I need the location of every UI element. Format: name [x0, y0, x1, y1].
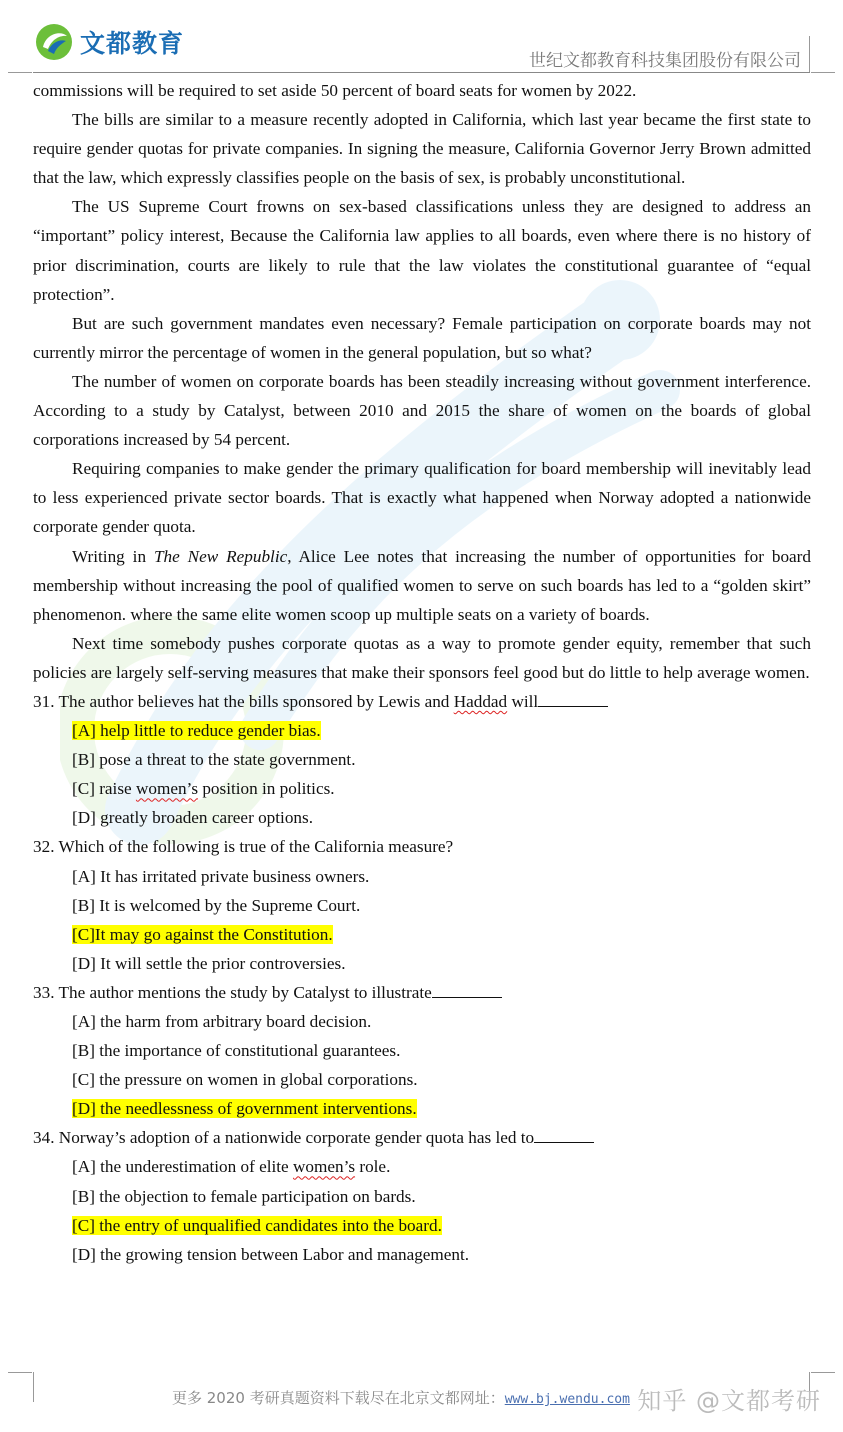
question-option: [B] pose a threat to the state government.: [72, 750, 356, 770]
question-option: [C] raise women’s position in politics.: [72, 779, 335, 799]
question-option: [C] the pressure on women in global corporations.: [72, 1070, 418, 1090]
question-option: [B] the objection to female participation on bards.: [72, 1186, 416, 1206]
question-option: [33, 716, 811, 745]
crop-mark: [811, 72, 835, 73]
question-stem: 32. Which of the following is true of the California measure?: [33, 837, 454, 857]
footer-text: 更多 2020 考研真题资料下载尽在北京文都网址：: [172, 1389, 505, 1407]
question-option: [33, 920, 811, 949]
passage-paragraph: Requiring companies to make gender the primary qualification for board membership will inevitably lead to less experienced private sector boards. That is exactly what happened when Norway adopted a nationwide corporate gender quota.: [33, 459, 811, 537]
spellcheck-word: women’s: [292, 1157, 356, 1177]
question-option: [B] It is welcomed by the Supreme Court.: [72, 895, 361, 915]
exam-content: [33, 76, 811, 1269]
correct-answer-highlight: [C]It may go against the Constitution.: [72, 924, 333, 944]
paragraph-text: Writing in: [72, 546, 154, 566]
crop-mark: [811, 1372, 835, 1373]
stem-text: 34. Norway’s adoption of a nationwide corporate gender quota has led to: [33, 1128, 535, 1148]
spellcheck-word: women’s: [135, 779, 199, 799]
question-option: [A] the underestimation of elite women’s role.: [72, 1157, 391, 1177]
crop-mark: [8, 72, 32, 73]
question-option: [A] the harm from arbitrary board decision.: [72, 1012, 372, 1031]
passage-paragraph: But are such government mandates even necessary? Female participation on corporate boards may not currently mirror the percentage of women in the general population, but so what?: [33, 313, 811, 362]
question-option: [33, 1211, 811, 1240]
company-name: 世纪文都教育科技集团股份有限公司: [529, 51, 801, 71]
passage-paragraph: commissions will be required to set aside 50 percent of board seats for women by 2022.: [33, 81, 637, 100]
question-option: [33, 1094, 811, 1123]
question-stem: [33, 1123, 811, 1152]
crop-mark: [33, 1372, 34, 1402]
logo-text: 文都教育: [80, 29, 185, 58]
spellcheck-word: Haddad: [453, 691, 508, 711]
question-option: [B] the importance of constitutional guarantees.: [72, 1041, 401, 1061]
question-stem: [33, 687, 811, 716]
passage-paragraph: Next time somebody pushes corporate quotas as a way to promote gender equity, remember that such policies are largely self-serving measures that make their sponsors feel good but do little to help average women.: [33, 633, 811, 682]
stem-text: 31. The author believes hat the bills sponsored by Lewis and: [33, 691, 454, 711]
crop-mark: [809, 36, 810, 72]
passage-paragraph: The bills are similar to a measure recently adopted in California, which last year became the first state to require gender quotas for private companies. In signing the measure, California Governor Jerry Brown admitted that the law, which expressly classifies people on the basis of sex, is probably unconstitutional.: [33, 110, 811, 188]
footer-link[interactable]: www.bj.wendu.com: [504, 1392, 630, 1407]
correct-answer-highlight: [A] help little to reduce gender bias.: [72, 721, 321, 741]
passage-paragraph: [33, 542, 811, 629]
brand-logo: [34, 22, 184, 62]
passage-paragraph: The US Supreme Court frowns on sex-based classifications unless they are designed to address an “important” policy interest, Because the California law applies to all boards, even where there is no history of prior discrimination, courts are likely to rule that the law violates the constitutional guarantee of “equal protection”.: [33, 197, 811, 304]
passage-paragraph: The number of women on corporate boards has been steadily increasing without government interference. According to a study by Catalyst, between 2010 and 2015 the share of women on the boards of global corporations increased by 54 percent.: [33, 371, 811, 450]
zhihu-watermark: 知乎 @文都考研: [637, 1387, 821, 1415]
paragraph-text: , Alice Lee notes that increasing the number of opportunities for board membership without increasing the pool of qualified women to serve on such boards has led to a “golden skirt” phenomenon. where the same elite women scoop up multiple seats on a variety of boards.: [33, 546, 811, 624]
question-option: [A] It has irritated private business owners.: [72, 866, 370, 886]
header-rule: [33, 72, 810, 73]
wendu-logo-icon: [34, 22, 74, 62]
correct-answer-highlight: [D] the needlessness of government interventions.: [72, 1099, 417, 1119]
correct-answer-highlight: [C] the entry of unqualified candidates into the board.: [72, 1215, 442, 1235]
answer-blank: [534, 1128, 594, 1143]
stem-text: 33. The author mentions the study by Catalyst to illustrate: [33, 982, 432, 1002]
question-option: [D] It will settle the prior controversies.: [72, 953, 346, 973]
answer-blank: [538, 692, 608, 707]
publication-title: The New Republic: [153, 546, 288, 566]
crop-mark: [8, 1372, 32, 1373]
stem-text: will: [507, 691, 539, 711]
question-stem: [33, 978, 811, 1007]
answer-blank: [432, 983, 502, 998]
question-option: [D] greatly broaden career options.: [72, 808, 313, 828]
question-option: [D] the growing tension between Labor and management.: [72, 1244, 470, 1264]
page-footer: [172, 1387, 630, 1408]
